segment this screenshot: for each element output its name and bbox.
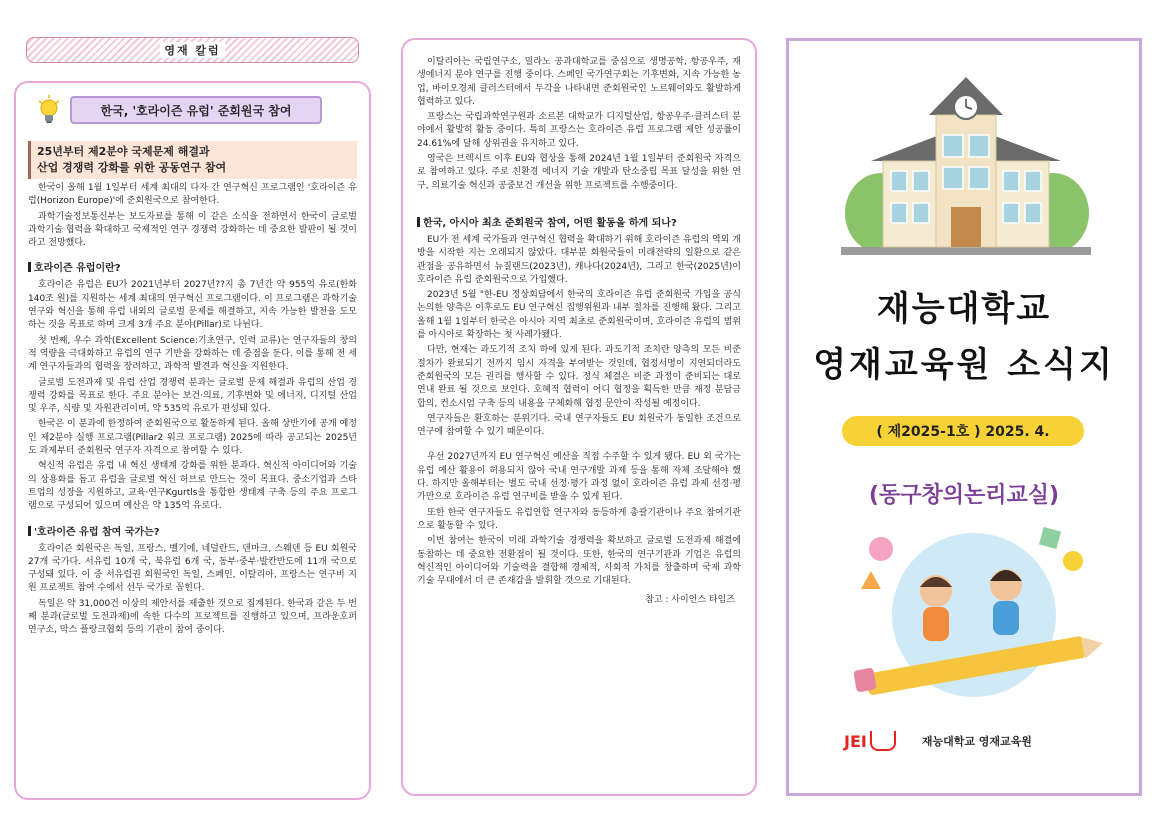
body-paragraph: 프랑스는 국립과학연구원과 소르본 대학교가 디지털산업, 항공우주·클러스터 분야에서 활발히 활동 중이다. 특히 프랑스는 호라이즌 유럽 프로그램 제안 성공률이 24.61%에 달해 상위권을 유지하고 있다. xyxy=(417,112,741,149)
section-heading: 호라이즌 유럽이란? xyxy=(28,262,357,276)
article-title: 한국, '호라이즌 유럽' 준회원국 참여 xyxy=(70,96,322,124)
body-paragraph: 한국은 이 분과에 한정하여 준회원국으로 활동하게 된다. 올해 상반기에 공개 예정인 제2분야 실행 프로그램(Pillar2 워크 프로그램) 2025에 따라 공고되는 2025년도 과제부터 준회원국 연구자 자격으로 참여할 수 있다. xyxy=(28,419,357,457)
column-panel-2 xyxy=(401,38,757,796)
subheading-line-2: 산업 경쟁력 강화를 위한 공동연구 참여 xyxy=(37,161,227,174)
body-paragraph: 호라이즌 회원국은 독일, 프랑스, 벨기에, 네덜란드, 덴마크, 스웨덴 등 EU 회원국 27개 국가다. 서유럽 10개 국, 북유럽 6개 국, 동부·중부·발칸반도에 11개 국으로 구성돼 있다. 이 중 서유럽권 회원국인 독일, 스페인, 이탈리아, 프랑스는 연구비 지원 프로젝트 참여 수에서 선두 국가로 꼽힌다. xyxy=(28,543,357,594)
cover-panel xyxy=(786,38,1142,796)
column-label: 영재 칼럼 xyxy=(160,42,224,58)
body-paragraph: EU가 전 세계 국가들과 연구혁신 협력을 확대하기 위해 호라이즌 유럽의 역외 개방을 시작한 지는 오래되지 않았다. 대부분 회원국들이 미래전략의 일환으로 같은 관점을 공유하면서 뉴질랜드(2023년), 캐나다(2024년), 그리고 한국(2025년)이 호라이즌 유럽 준회원국으로 가입했다. xyxy=(417,234,741,285)
body-paragraph: 호라이즌 유럽은 EU가 2021년부터 2027년??지 총 7년간 약 955억 유로(한화 140조 원)를 지원하는 세계 최대의 연구혁신 프로그램이다. 이 프로그램은 과학기술 연구와 혁신을 통해 유럽 내외의 글로벌 문제를 해결하고, 지속 가능한 발전을 도모하는 것을 목표로 하며 크게 3개 주요 분야(Pillar)로 나뉜다. xyxy=(28,280,357,331)
intro-paragraph: 과학기술정보통신부는 보도자료를 통해 이 같은 소식을 전하면서 한국이 글로벌 과학기술 협력을 확대하고 국제적인 연구 경쟁력 강화하는 데 중요한 발판이 될 것이라고 전망했다. xyxy=(28,211,357,249)
body-paragraph: 연구자들은 환호하는 분위기다. 국내 연구자들도 EU 회원국가 동일한 조건으로 연구에 참여할 수 있기 때문이다. xyxy=(417,413,741,438)
jei-logo: JEI xyxy=(844,731,867,751)
body-paragraph: 다만, 현재는 과도기적 조치 하에 있게 된다. 과도기적 조치란 양측의 모든 비준 절차가 완료되기 전까지 임시 자격을 부여받는 것인데, 협정서명이 지연되더라도 준회원국의 모든 권리를 행사할 수 있다. 정식 체결은 비준 과정이 준비되는 대로 연내 완료 될 것으로 보인다. 호혜적 협력이 어디 협정을 획득한 만큼 재정 분담금 합의, 컨소시엄 구축 등의 내용을 구체화해 협정 문안이 작성될 예정이다. xyxy=(417,345,741,409)
kids-on-pencil-illustration xyxy=(841,519,1107,705)
publisher-name: 재능대학교 영재교육원 xyxy=(921,735,1032,748)
school-building-illustration xyxy=(841,63,1091,261)
intro-paragraph: 한국이 올해 1월 1일부터 세계 최대의 다자 간 연구혁신 프로그램인 '호라이즌 유럽(Horizon Europe)'에 준회원국으로 참여한다. xyxy=(28,183,357,207)
class-name: (동구창의논리교실) xyxy=(868,483,1060,508)
article-subheading xyxy=(28,141,357,179)
section-heading: '호라이즌 유럽 참여 국가는? xyxy=(28,526,357,540)
body-paragraph: 독일은 약 31,000건 이상의 제안서를 제출한 것으로 집계된다. 한국과 같은 두 번째 분과(글로벌 도전과제)에 속한 다수의 프로젝트를 진행하고 있으며, 프라운호퍼 연구소, 막스 플랑크협회 등의 기관이 참여 중이다. xyxy=(28,598,357,636)
section-heading: 한국, 아시아 최초 준회원국 참여, 어떤 활동을 하게 되나? xyxy=(417,217,741,231)
publisher-footer xyxy=(844,731,1032,751)
article-title-row xyxy=(36,95,322,125)
body-paragraph: 이탈리아는 국립연구소, 밀라노 공과대학교를 중심으로 생명공학, 항공우주, 재생에너지 분야 연구를 진행 중이다. 스페인 국가연구회는 기후변화, 지속 가능한 농업, 바이오경제 클러스터에서 두각을 나타내면 준회원국인 노르웨이와도 활발하게 협력하고 있다. xyxy=(417,57,741,107)
lightbulb-icon xyxy=(36,95,62,125)
column-label-banner xyxy=(26,37,359,63)
body-paragraph: 영국은 브렉시트 이후 EU와 협상을 통해 2024년 1월 1일부터 준회원국 자격으로 참여하고 있다. 주로 친환경 에너지 기술 개발과 탄소중립 목표 달성을 위한 연구, 의료기술 혁신과 공중보건 개선을 위한 프로젝트를 수행중이다. xyxy=(417,154,741,191)
jei-logo-icon xyxy=(870,731,896,751)
newsletter-title-line-1: 재능대학교 xyxy=(876,289,1052,329)
subheading-line-1: 25년부터 제2분야 국제문제 해결과 xyxy=(37,145,210,158)
reference-note: 참고 : 사이언스 타임즈 xyxy=(645,595,735,606)
body-paragraph: 글로벌 도전과제 및 유럽 산업 경쟁력 분과는 글로벌 문제 해결과 유럽의 산업 경쟁력 강화를 목표로 한다. 주요 분야는 보건·의료, 기후변화 및 에너지, 디지털 산업 및 우주, 식량 및 자원관리이며, 약 535억 유로가 편성돼 있다. xyxy=(28,377,357,415)
body-paragraph: 이번 참여는 한국이 미래 과학기술 경쟁력을 확보하고 글로벌 도전과제 해결에 동참하는 데 중요한 전환점이 될 것이다. 또한, 한국의 연구기관과 기업은 유럽의 혁신적인 아이디어와 기술력을 결합해 경제적, 사회적 가치를 창출하며 국제 과학기술 무대에서 더 큰 존재감을 발휘할 것으로 기대된다. xyxy=(417,536,741,587)
body-paragraph: 또한 한국 연구자들도 유럽연합 연구자와 동등하게 총괄기관이나 주요 참여기관으로 활동할 수 있다. xyxy=(417,507,741,531)
newsletter-title-line-2: 영재교육원 소식지 xyxy=(813,345,1115,385)
body-paragraph: 첫 번째, 우수 과학(Excellent Science:기초연구, 인력 교류)는 연구자들의 창의적 역량을 극대화하고 유럽의 연구 기반을 강화하는 데 중점을 둔다. 이를 통해 전 세계 연구자들과의 협력을 장려하고, 과학적 발견과 혁신을 지원한다. xyxy=(28,335,357,373)
body-paragraph: 2023년 5월 "한-EU 정상회담에서 한국의 호라이즌 유럽 준회원국 가입을 공식 논의한 양측은 이후로도 EU 연구혁신 집행위원과 내부 절차를 진행해 왔다. 그리고 올해 1월 1일부터 한국은 아시아 지역 최초로 준회원국이며, 호라이즌 유럽의 범위를 아시아로 확장하는 첫 사례가됐다. xyxy=(417,290,741,341)
column-panel-1 xyxy=(14,30,371,800)
article-box xyxy=(14,81,371,800)
body-paragraph: 혁신적 유럽은 유럽 내 혁신 생태계 강화를 위한 분과다. 혁신적 아이디어와 기술의 상용화를 돕고 유럽을 글로벌 혁신 허브로 만드는 것이 목표다. 중소기업과 스타트업의 성장을 지원하고, 교육·연구Kgurtls을 통합한 생태계 구축 등의 주요 프로그램으로 구성되어 있으며 예산은 약 135억 유로다. xyxy=(28,461,357,512)
issue-badge: ( 제2025-1호 ) 2025. 4. xyxy=(842,416,1084,446)
body-paragraph: 우선 2027년까지 EU 연구혁신 예산을 직접 수주할 수 있게 됐다. EU 외 국가는 유럽 예산 활용이 허용되지 않아 국내 연구개발 과제 등을 통해 자체 조달해야 했다. 하지만 올해부터는 별도 국내 선정·평가 과정 없이 호라이즌 유럽 과제 선정·평가만으로 호라이즌 유럽 연구비를 받을 수 있게 된다. xyxy=(417,452,741,503)
